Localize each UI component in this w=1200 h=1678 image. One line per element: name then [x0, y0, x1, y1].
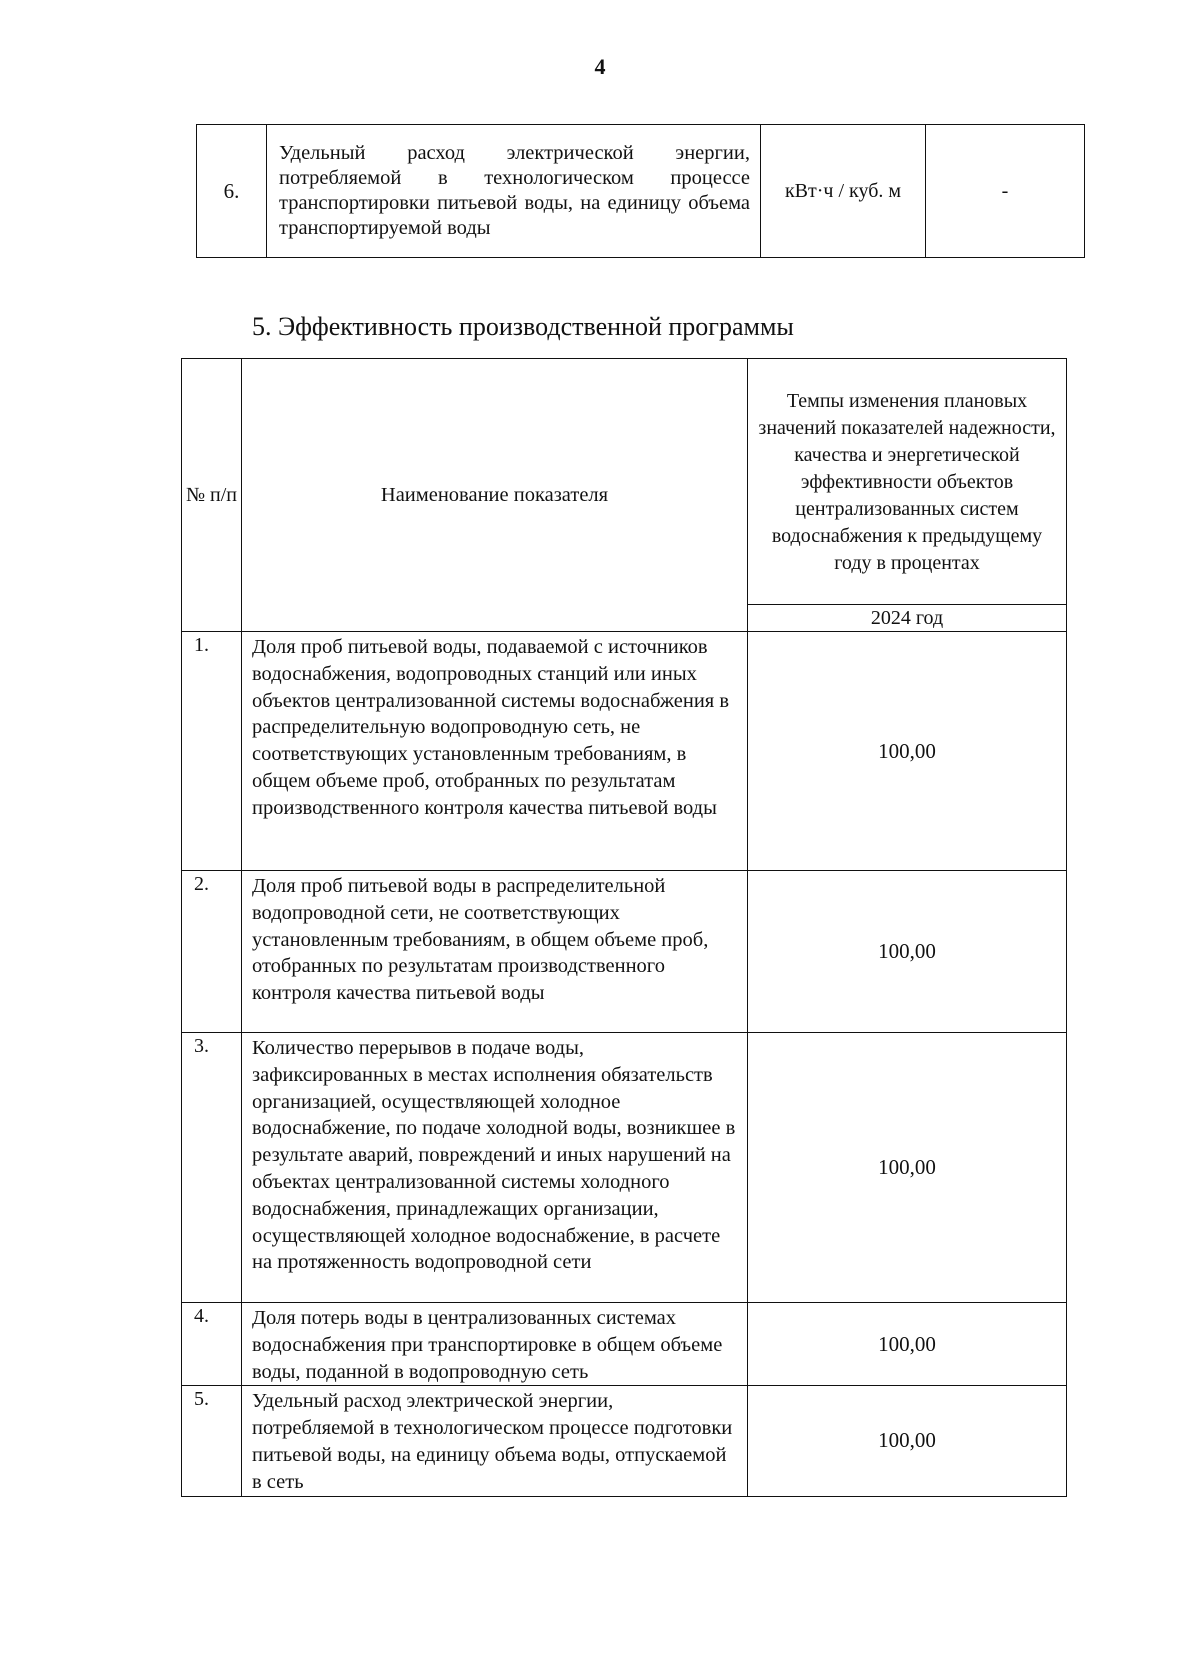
- header-number: № п/п: [182, 359, 242, 632]
- page-number: 4: [594, 54, 606, 79]
- table-header-row: [182, 359, 1067, 605]
- table-row: [182, 1033, 1067, 1303]
- table-row: [182, 1386, 1067, 1496]
- row-number: 2.: [182, 871, 242, 1033]
- row-number: 3.: [182, 1033, 242, 1303]
- indicator-value: -: [926, 125, 1085, 258]
- indicator-name: Удельный расход электрической энергии, потребляемой в технологическом процессе транспортировки питьевой воды, на единицу объема транспортируемой воды: [267, 125, 761, 258]
- indicator-value: 100,00: [748, 1386, 1067, 1496]
- section-title: 5. Эффективность производственной программы: [252, 312, 794, 341]
- header-year: 2024 год: [748, 605, 1067, 632]
- indicator-name: Доля проб питьевой воды, подаваемой с источников водоснабжения, водопроводных станций или иных объектов централизованной системы водоснабжения в распределительную водопроводную сеть, не соответствующих установленным требованиям, в общем объеме проб, отобранных по результатам производственного контроля качества питьевой воды: [242, 632, 748, 871]
- efficiency-table: [181, 358, 1067, 1497]
- row-number: 5.: [182, 1386, 242, 1496]
- indicator-name: Доля потерь воды в централизованных системах водоснабжения при транспортировке в общем объеме воды, поданной в водопроводную сеть: [242, 1303, 748, 1386]
- header-change-rate: Темпы изменения плановых значений показателей надежности, качества и энергетической эффективности объектов централизованных систем водоснабжения к предыдущему году в процентах: [748, 359, 1067, 605]
- indicator-value: 100,00: [748, 871, 1067, 1033]
- indicator-value: 100,00: [748, 632, 1067, 871]
- row-number: 6.: [197, 125, 267, 258]
- table-row: [182, 871, 1067, 1033]
- continuation-table: [196, 124, 1085, 258]
- row-number: 1.: [182, 632, 242, 871]
- table-row: [197, 125, 1085, 258]
- table-row: [182, 1303, 1067, 1386]
- indicator-name: Удельный расход электрической энергии, потребляемой в технологическом процессе подготовки питьевой воды, на единицу объема воды, отпускаемой в сеть: [242, 1386, 748, 1496]
- table-row: [182, 632, 1067, 871]
- row-number: 4.: [182, 1303, 242, 1386]
- indicator-value: 100,00: [748, 1303, 1067, 1386]
- unit-of-measure: кВт·ч / куб. м: [761, 125, 926, 258]
- indicator-value: 100,00: [748, 1033, 1067, 1303]
- header-indicator-name: Наименование показателя: [242, 359, 748, 632]
- indicator-name: Доля проб питьевой воды в распределительной водопроводной сети, не соответствующих установленным требованиям, в общем объеме проб, отобранных по результатам производственного контроля качества питьевой воды: [242, 871, 748, 1033]
- indicator-name: Количество перерывов в подаче воды, зафиксированных в местах исполнения обязательств организацией, осуществляющей холодное водоснабжение, по подаче холодной воды, возникшее в результате аварий, повреждений и иных нарушений на объектах централизованной системы холодного водоснабжения, принадлежащих организации, осуществляющей холодное водоснабжение, в расчете на протяженность водопроводной сети: [242, 1033, 748, 1303]
